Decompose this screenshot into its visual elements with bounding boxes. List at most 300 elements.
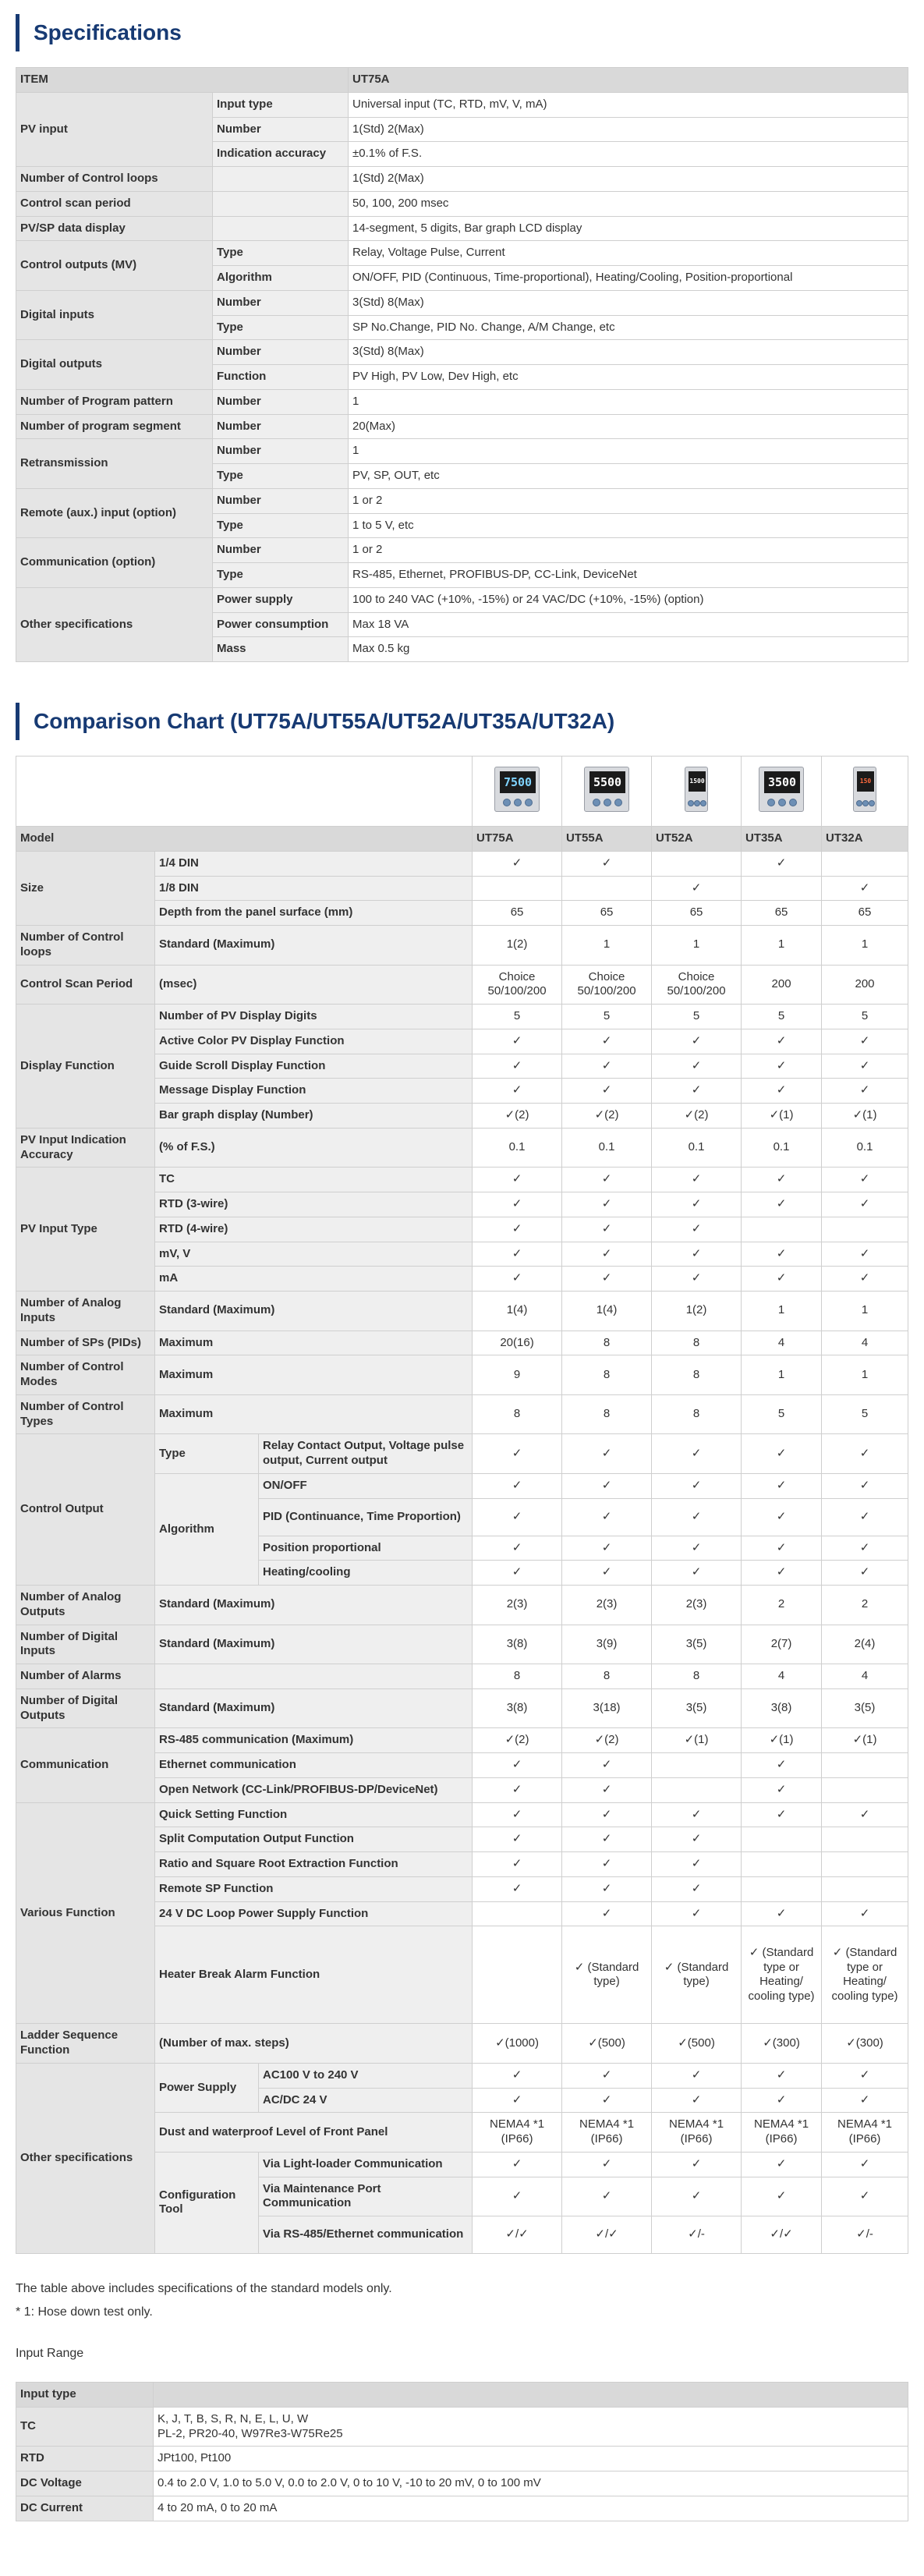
feature-value (652, 851, 742, 876)
feature-value: 2(3) (473, 1586, 562, 1625)
feature-label: RS-485 communication (Maximum) (155, 1728, 473, 1753)
comparison-row (16, 965, 908, 1005)
feature-value: 8 (652, 1331, 742, 1355)
feature-value: ✓ (473, 1242, 562, 1267)
feature-value: ✓ (652, 1217, 742, 1242)
feature-value: 65 (742, 901, 822, 926)
feature-value: ✓ (473, 1168, 562, 1192)
feature-value: ✓ (473, 1473, 562, 1498)
category-label: Number of Analog Outputs (16, 1586, 155, 1625)
feature-value: 8 (652, 1355, 742, 1395)
product-image-cell (822, 757, 908, 827)
spec-sublabel: Indication accuracy (213, 142, 349, 167)
feature-value: 65 (652, 901, 742, 926)
feature-value (473, 1901, 562, 1926)
feature-group-label: Power Supply (155, 2063, 259, 2113)
feature-value: 1 (562, 926, 652, 966)
comparison-row (16, 1394, 908, 1434)
category-label: PV Input Type (16, 1168, 155, 1292)
feature-value: ✓ (822, 1561, 908, 1586)
feature-label: Ratio and Square Root Extraction Function (155, 1852, 473, 1877)
feature-value: ✓ (562, 1168, 652, 1192)
comparison-row (16, 1688, 908, 1728)
controller-image (853, 767, 876, 812)
range-label-dc-voltage: DC Voltage (16, 2471, 154, 2496)
range-value-dc-current: 4 to 20 mA, 0 to 20 mA (154, 2496, 908, 2521)
feature-value: ✓ (822, 1267, 908, 1292)
feature-value: ✓ (742, 1054, 822, 1079)
feature-value: 1 (742, 1355, 822, 1395)
spec-value: 3(Std) 8(Max) (349, 290, 908, 315)
comparison-row (16, 2063, 908, 2088)
feature-value: 9 (473, 1355, 562, 1395)
feature-value: ✓ (652, 1901, 742, 1926)
feature-value: 0.1 (652, 1128, 742, 1168)
comparison-row (16, 1005, 908, 1029)
feature-value (822, 1777, 908, 1802)
feature-value: ✓ (742, 2088, 822, 2113)
feature-value: 3(5) (822, 1688, 908, 1728)
spec-label: Digital inputs (16, 290, 213, 340)
feature-value: ✓ (742, 851, 822, 876)
comparison-row (16, 1128, 908, 1168)
feature-value: 0.1 (822, 1128, 908, 1168)
feature-value: ✓ (742, 1802, 822, 1827)
feature-value: ✓ (652, 1079, 742, 1104)
feature-value: ✓ (652, 2177, 742, 2216)
feature-value (652, 1753, 742, 1778)
model-name: UT52A (652, 827, 742, 852)
feature-value: ✓ (473, 1753, 562, 1778)
feature-value: 4 (822, 1664, 908, 1689)
feature-value: 65 (562, 901, 652, 926)
feature-value: ✓ (742, 1168, 822, 1192)
comparison-row (16, 2024, 908, 2064)
spec-label: Number of Program pattern (16, 389, 213, 414)
feature-value: 2 (822, 1586, 908, 1625)
feature-label: Heater Break Alarm Function (155, 1926, 473, 2024)
feature-value: 0.1 (473, 1128, 562, 1168)
feature-value (473, 1926, 562, 2024)
feature-value: 5 (562, 1005, 652, 1029)
feature-value: 8 (473, 1664, 562, 1689)
model-name: UT35A (742, 827, 822, 852)
feature-value: ✓ (473, 1498, 562, 1536)
feature-group-label: Configuration Tool (155, 2152, 259, 2253)
feature-value: ✓ (822, 1901, 908, 1926)
feature-value: 1(2) (473, 926, 562, 966)
feature-value: 1 (822, 1292, 908, 1331)
feature-value: 3(8) (473, 1688, 562, 1728)
feature-value: ✓ (562, 1217, 652, 1242)
controller-button (688, 800, 694, 806)
feature-value: 65 (822, 901, 908, 926)
feature-value: 0.1 (562, 1128, 652, 1168)
spec-label: Number of Control loops (16, 167, 213, 192)
feature-label: Standard (Maximum) (155, 1688, 473, 1728)
feature-label: RTD (4-wire) (155, 1217, 473, 1242)
comparison-row (16, 1168, 908, 1192)
feature-value: 2(3) (652, 1586, 742, 1625)
feature-value: ✓ (742, 1242, 822, 1267)
spec-value: 3(Std) 8(Max) (349, 340, 908, 365)
spec-value: RS-485, Ethernet, PROFIBUS-DP, CC-Link, DeviceNet (349, 563, 908, 588)
comparison-title: Comparison Chart (UT75A/UT55A/UT52A/UT35A/UT32A) (16, 703, 908, 740)
model-row (16, 827, 908, 852)
feature-value: ✓/- (822, 2216, 908, 2254)
controller-button (862, 800, 869, 806)
controller-button (856, 800, 862, 806)
image-row-spacer (16, 757, 473, 827)
feature-value: 5 (822, 1005, 908, 1029)
feature-value: ✓ (562, 1901, 652, 1926)
feature-value: ✓ (473, 1561, 562, 1586)
feature-value: ✓(2) (473, 1728, 562, 1753)
feature-value: ✓ (652, 1536, 742, 1561)
feature-value: NEMA4 *1 (IP66) (822, 2113, 908, 2153)
spec-value: PV, SP, OUT, etc (349, 464, 908, 489)
range-value-tc-line2: PL-2, PR20-40, W97Re3-W75Re25 (158, 2426, 343, 2440)
feature-value: ✓ (822, 2063, 908, 2088)
feature-value: ✓(2) (562, 1104, 652, 1129)
feature-value: ✓ (652, 1852, 742, 1877)
feature-value: ✓ (652, 1054, 742, 1079)
feature-label: Heating/cooling (259, 1561, 473, 1586)
category-label: Number of Digital Outputs (16, 1688, 155, 1728)
spec-sublabel: Mass (213, 637, 349, 662)
comparison-row (16, 1292, 908, 1331)
category-label: Communication (16, 1728, 155, 1802)
spec-value: 1 to 5 V, etc (349, 513, 908, 538)
feature-value: ✓(1) (742, 1104, 822, 1129)
feature-label: ON/OFF (259, 1473, 473, 1498)
range-label-rtd: RTD (16, 2447, 154, 2471)
feature-value: ✓ (473, 851, 562, 876)
feature-value: ✓(500) (652, 2024, 742, 2064)
feature-value: NEMA4 *1 (IP66) (652, 2113, 742, 2153)
spec-value: 1(Std) 2(Max) (349, 167, 908, 192)
spec-value: Max 18 VA (349, 612, 908, 637)
feature-value: ✓ (473, 1802, 562, 1827)
feature-value: 200 (822, 965, 908, 1005)
feature-value: 3(5) (652, 1688, 742, 1728)
feature-label: Position proportional (259, 1536, 473, 1561)
feature-value: ✓(1) (742, 1728, 822, 1753)
feature-label: mA (155, 1267, 473, 1292)
category-label: Other specifications (16, 2063, 155, 2253)
controller-display: 5500 (589, 771, 625, 793)
feature-value: 5 (652, 1005, 742, 1029)
input-range-header-row (16, 2383, 908, 2408)
feature-value: ✓ (652, 2063, 742, 2088)
feature-label: Quick Setting Function (155, 1802, 473, 1827)
page (0, 14, 924, 2537)
feature-value: ✓ (822, 1168, 908, 1192)
spec-label: Number of program segment (16, 414, 213, 439)
category-label: Number of Alarms (16, 1664, 155, 1689)
feature-value: ✓ (473, 1536, 562, 1561)
feature-label: Via Maintenance Port Communication (259, 2177, 473, 2216)
feature-value: ✓(2) (652, 1104, 742, 1129)
feature-label: Open Network (CC-Link/PROFIBUS-DP/DeviceNet) (155, 1777, 473, 1802)
feature-value (742, 1827, 822, 1852)
feature-value: ✓ (562, 1242, 652, 1267)
feature-label: Split Computation Output Function (155, 1827, 473, 1852)
feature-value: ✓ (562, 1473, 652, 1498)
range-value-dc-voltage: 0.4 to 2.0 V, 1.0 to 5.0 V, 0.0 to 2.0 V, 0 to 10 V, -10 to 20 mV, 0 to 100 mV (154, 2471, 908, 2496)
feature-value: ✓ (742, 1561, 822, 1586)
feature-value: ✓(2) (562, 1728, 652, 1753)
spec-header-row (16, 68, 908, 93)
specifications-title: Specifications (16, 14, 908, 51)
feature-label: Relay Contact Output, Voltage pulse output, Current output (259, 1434, 473, 1474)
range-value-tc-line1: K, J, T, B, S, R, N, E, L, U, W (158, 2411, 309, 2425)
feature-value: ✓ (822, 2088, 908, 2113)
feature-value: 5 (742, 1005, 822, 1029)
feature-value: ✓ (473, 2152, 562, 2177)
controller-button (525, 799, 533, 806)
feature-value: ✓(1000) (473, 2024, 562, 2064)
feature-value (822, 851, 908, 876)
feature-value: 2(4) (822, 1625, 908, 1664)
product-image-row (16, 757, 908, 827)
feature-value: ✓ (652, 1802, 742, 1827)
spec-sublabel: Power consumption (213, 612, 349, 637)
spec-sublabel: Number (213, 290, 349, 315)
range-label-dc-current: DC Current (16, 2496, 154, 2521)
feature-label: Message Display Function (155, 1079, 473, 1104)
feature-value: ✓ (562, 1536, 652, 1561)
spec-label: Other specifications (16, 587, 213, 661)
controller-button (503, 799, 511, 806)
feature-value: ✓ (473, 1192, 562, 1217)
controller-image (685, 767, 708, 812)
feature-label (155, 1664, 473, 1689)
feature-value: ✓ (742, 2152, 822, 2177)
feature-value: 8 (562, 1331, 652, 1355)
feature-value: Choice 50/100/200 (652, 965, 742, 1005)
feature-label: 24 V DC Loop Power Supply Function (155, 1901, 473, 1926)
category-label: Control Output (16, 1434, 155, 1586)
feature-label: Dust and waterproof Level of Front Panel (155, 2113, 473, 2153)
feature-value: 2 (742, 1586, 822, 1625)
feature-value: ✓ (652, 1473, 742, 1498)
feature-value: 4 (742, 1331, 822, 1355)
spec-value: 1 or 2 (349, 488, 908, 513)
input-range-title: Input Range (16, 2347, 84, 2360)
feature-value: ✓ (742, 1901, 822, 1926)
feature-value: 8 (652, 1394, 742, 1434)
feature-value: ✓ (742, 1079, 822, 1104)
comparison-row (16, 1434, 908, 1474)
feature-value: ✓/✓ (473, 2216, 562, 2254)
feature-value: ✓ (562, 1498, 652, 1536)
controller-image (584, 767, 629, 812)
feature-value: ✓ (473, 1876, 562, 1901)
feature-value: ✓ (473, 2088, 562, 2113)
feature-value: ✓ (562, 1029, 652, 1054)
model-name: UT32A (822, 827, 908, 852)
feature-value: 8 (562, 1355, 652, 1395)
feature-value: 5 (473, 1005, 562, 1029)
feature-value: ✓(300) (742, 2024, 822, 2064)
feature-value: ✓ (473, 1852, 562, 1877)
spec-header-model: UT75A (349, 68, 908, 93)
feature-value (652, 1777, 742, 1802)
spec-label: PV input (16, 92, 213, 166)
feature-value: 4 (822, 1331, 908, 1355)
spec-value: Max 0.5 kg (349, 637, 908, 662)
feature-value: ✓ (Standard type) (562, 1926, 652, 2024)
model-label: Model (16, 827, 473, 852)
feature-value (742, 1852, 822, 1877)
spec-value: 1 or 2 (349, 538, 908, 563)
feature-value: ✓ (473, 1217, 562, 1242)
feature-value: ✓ (473, 2063, 562, 2088)
category-label: Size (16, 851, 155, 925)
feature-value: ✓ (742, 2177, 822, 2216)
comparison-row (16, 1331, 908, 1355)
feature-label: TC (155, 1168, 473, 1192)
feature-value: 1(2) (652, 1292, 742, 1331)
note-hose-down: * 1: Hose down test only. (16, 2305, 153, 2319)
feature-value: ✓ (652, 2152, 742, 2177)
comparison-row (16, 1728, 908, 1753)
feature-value: ✓ (822, 1054, 908, 1079)
feature-label: 1/8 DIN (155, 876, 473, 901)
comparison-row (16, 851, 908, 876)
spec-sublabel-empty (213, 191, 349, 216)
feature-label: Depth from the panel surface (mm) (155, 901, 473, 926)
feature-label: Standard (Maximum) (155, 926, 473, 966)
category-label: Display Function (16, 1005, 155, 1129)
feature-value: Choice 50/100/200 (473, 965, 562, 1005)
feature-value: ✓ (822, 1434, 908, 1474)
feature-value: ✓ (562, 1876, 652, 1901)
category-label: Number of Control Modes (16, 1355, 155, 1395)
note-standard-models: The table above includes specifications of the standard models only. (16, 2282, 392, 2295)
feature-value: ✓ (652, 1434, 742, 1474)
feature-label: Standard (Maximum) (155, 1292, 473, 1331)
feature-value: 20(16) (473, 1331, 562, 1355)
feature-label: (% of F.S.) (155, 1128, 473, 1168)
feature-value: ✓ (822, 1079, 908, 1104)
spec-value: 14-segment, 5 digits, Bar graph LCD display (349, 216, 908, 241)
feature-value: 4 (742, 1664, 822, 1689)
specifications-table (16, 67, 908, 662)
spec-label: Control outputs (MV) (16, 241, 213, 291)
feature-value: ✓(2) (473, 1104, 562, 1129)
feature-value: ✓ (822, 1242, 908, 1267)
spec-sublabel: Type (213, 241, 349, 266)
spec-header-item: ITEM (16, 68, 349, 93)
feature-value: 200 (742, 965, 822, 1005)
feature-value: ✓ (652, 1827, 742, 1852)
feature-value: ✓ (473, 1777, 562, 1802)
feature-value: ✓ (742, 1536, 822, 1561)
feature-value: ✓ (742, 1267, 822, 1292)
feature-label: Maximum (155, 1355, 473, 1395)
spec-value: PV High, PV Low, Dev High, etc (349, 365, 908, 390)
controller-image (494, 767, 540, 812)
controller-button (700, 800, 706, 806)
feature-value: 3(8) (473, 1625, 562, 1664)
category-label: Number of Control loops (16, 926, 155, 966)
spec-sublabel-empty (213, 216, 349, 241)
feature-value: ✓/✓ (562, 2216, 652, 2254)
feature-value: ✓ (652, 876, 742, 901)
spec-label: Digital outputs (16, 340, 213, 390)
feature-value: ✓ (652, 1168, 742, 1192)
feature-group-label: Type (155, 1434, 259, 1474)
controller-button (767, 799, 775, 806)
feature-value: Choice 50/100/200 (562, 965, 652, 1005)
model-name: UT75A (473, 827, 562, 852)
feature-label: Maximum (155, 1394, 473, 1434)
feature-value: ✓ (822, 1802, 908, 1827)
spec-label: Communication (option) (16, 538, 213, 588)
feature-value: ✓(1) (822, 1728, 908, 1753)
feature-value: ✓ (473, 1054, 562, 1079)
feature-value: 1(4) (562, 1292, 652, 1331)
feature-value: ✓ (562, 1561, 652, 1586)
category-label: Various Function (16, 1802, 155, 2024)
feature-value: ✓ (Standard type) (652, 1926, 742, 2024)
feature-value: ✓ (473, 1079, 562, 1104)
feature-value: ✓ (742, 1192, 822, 1217)
feature-label: 1/4 DIN (155, 851, 473, 876)
feature-value: ✓ (562, 1054, 652, 1079)
feature-value: ✓ (562, 1192, 652, 1217)
feature-value: 8 (562, 1664, 652, 1689)
feature-value: ✓ (742, 2063, 822, 2088)
input-range-header: Input type (16, 2383, 154, 2408)
feature-value: ✓ (562, 851, 652, 876)
feature-value: ✓ (562, 2152, 652, 2177)
comparison-row (16, 926, 908, 966)
spec-sublabel: Number (213, 538, 349, 563)
spec-sublabel: Number (213, 117, 349, 142)
controller-button (694, 800, 700, 806)
comparison-row (16, 1355, 908, 1395)
spec-label: Control scan period (16, 191, 213, 216)
product-image-cell (742, 757, 822, 827)
spec-value: 50, 100, 200 msec (349, 191, 908, 216)
feature-value: ✓ (562, 1267, 652, 1292)
feature-value: 2(3) (562, 1586, 652, 1625)
feature-label: (msec) (155, 965, 473, 1005)
category-label: Number of Analog Inputs (16, 1292, 155, 1331)
feature-label: Ethernet communication (155, 1753, 473, 1778)
feature-value: ✓ (473, 2177, 562, 2216)
controller-display: 1500 (689, 771, 706, 792)
feature-value: ✓ (822, 2152, 908, 2177)
product-image-cell (652, 757, 742, 827)
controller-button (514, 799, 522, 806)
category-label: Number of SPs (PIDs) (16, 1331, 155, 1355)
category-label: Number of Control Types (16, 1394, 155, 1434)
spec-sublabel: Number (213, 488, 349, 513)
feature-value: ✓ (652, 1192, 742, 1217)
controller-display: 3500 (764, 771, 800, 793)
feature-label: (Number of max. steps) (155, 2024, 473, 2064)
feature-value (822, 1852, 908, 1877)
feature-value: 5 (742, 1394, 822, 1434)
feature-value: 1(4) (473, 1292, 562, 1331)
spec-value: 100 to 240 VAC (+10%, -15%) or 24 VAC/DC (+10%, -15%) (option) (349, 587, 908, 612)
feature-group-label: Algorithm (155, 1473, 259, 1585)
feature-value: 1 (822, 926, 908, 966)
